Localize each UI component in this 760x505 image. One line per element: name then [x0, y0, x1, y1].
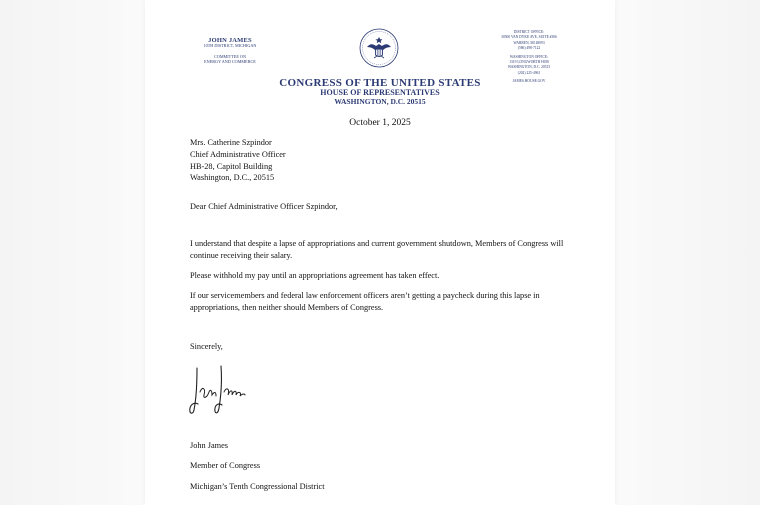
district-office-title: DISTRICT OFFICE: — [513, 30, 545, 34]
letter-page — [145, 0, 615, 505]
member-district: 10TH DISTRICT, MICHIGAN — [203, 43, 257, 49]
recipient-address — [190, 137, 286, 184]
dc-office-address: 1319 LONGWORTH HOB — [509, 59, 549, 64]
dc-office-title: WASHINGTON OFFICE: — [509, 54, 549, 59]
recipient-name: Mrs. Catherine Szpindor — [190, 138, 272, 147]
letter-date: October 1, 2025 — [349, 118, 411, 128]
recipient-building: HB-28, Capitol Building — [190, 161, 273, 171]
salutation: Dear Chief Administrative Officer Szpindor, — [190, 202, 338, 211]
signer-name: John James — [190, 441, 229, 450]
recipient-title: Chief Administrative Officer — [190, 149, 286, 159]
letterhead-city: WASHINGTON, D.C. 20515 — [334, 96, 426, 106]
dc-office-phone: (202) 225-4961 — [517, 70, 541, 75]
signer-district: Michigan’s Tenth Congressional District — [190, 481, 325, 491]
district-office-address: 30500 VAN DYKE AVE, SUITE #306 — [501, 35, 557, 40]
dc-office-city: WASHINGTON, D.C. 20515 — [507, 65, 551, 70]
signer-title: Member of Congress — [190, 461, 261, 471]
member-name: JOHN JAMES — [208, 37, 252, 44]
signature-image — [188, 362, 246, 418]
letterhead-title-block — [265, 77, 495, 106]
letterhead-member-block — [190, 37, 270, 65]
letterhead-offices-block — [483, 30, 575, 85]
district-office-city: WARREN, MI 48093 — [513, 40, 545, 45]
paragraph: If our servicemembers and federal law enforcement officers aren’t getting a paycheck during this lapse in appropriations, then neither should Members of Congress. — [190, 291, 540, 312]
paragraph: Please withhold my pay until an appropriations agreement has taken effect. — [190, 271, 440, 280]
committee-line-2: ENERGY AND COMMERCE — [204, 59, 256, 65]
house-seal-icon — [359, 28, 399, 68]
district-office-phone: (586) 498-7122 — [517, 46, 541, 51]
closing: Sincerely, — [190, 342, 223, 351]
committee-line-1: COMMITTEE ON — [214, 54, 246, 60]
recipient-city: Washington, D.C., 20515 — [190, 173, 275, 183]
house-title: HOUSE OF REPRESENTATIVES — [320, 88, 440, 98]
website: JAMES.HOUSE.GOV — [512, 79, 546, 84]
congress-title: CONGRESS OF THE UNITED STATES — [279, 77, 481, 89]
signature-block — [190, 436, 325, 497]
paragraph: I understand that despite a lapse of appropriations and current government shutdown, Members of Congress will continue receiving their salary. — [190, 239, 564, 260]
